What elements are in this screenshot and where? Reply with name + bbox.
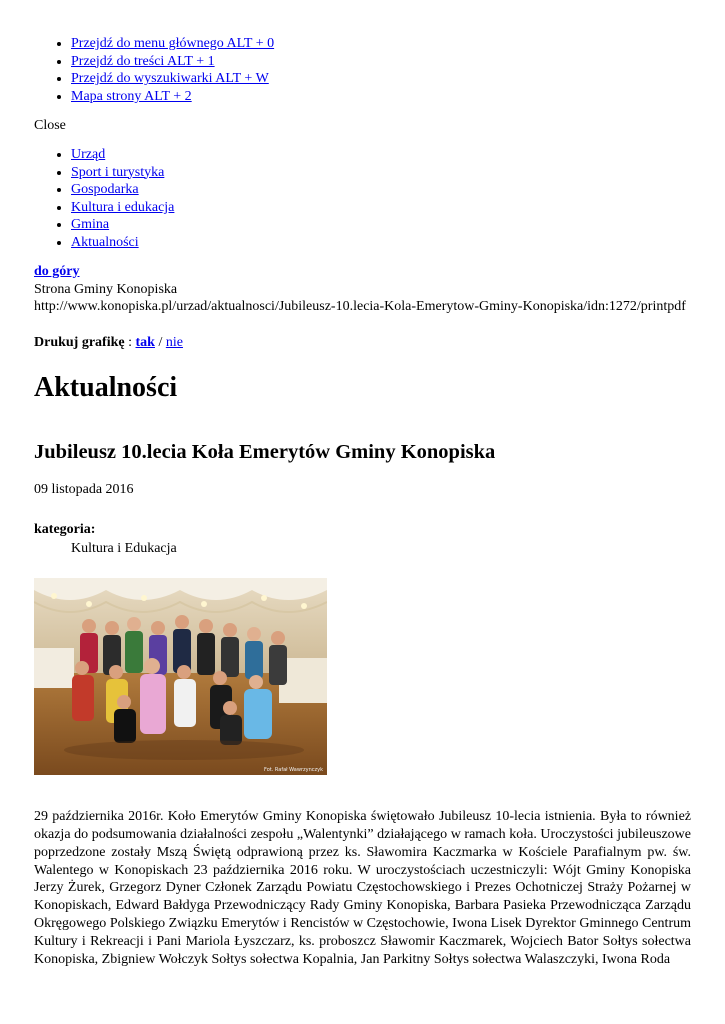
skip-to-content-link[interactable]: Przejdź do treści ALT + 1 [71, 53, 215, 69]
site-name: Strona Gminy Konopiska [34, 282, 178, 297]
nav-link-sport[interactable]: Sport i turystyka [71, 164, 165, 180]
print-graphics-yes-link[interactable]: tak [135, 335, 155, 350]
article-title: Jubileusz 10.lecia Koła Emerytów Gminy Konopiska [34, 441, 496, 463]
nav-link-urzad[interactable]: Urząd [71, 147, 106, 162]
nav-link-kultura[interactable]: Kultura i edukacja [71, 199, 175, 215]
skip-to-search-link[interactable]: Przejdź do wyszukiwarki ALT + W [71, 71, 269, 87]
category-label: kategoria: [34, 522, 96, 537]
print-separator: : [124, 335, 136, 350]
close-label[interactable]: Close [34, 118, 66, 133]
nav-link-gmina[interactable]: Gmina [71, 217, 110, 233]
nav-item [71, 181, 725, 199]
print-graphics-option [34, 334, 183, 352]
nav-item [71, 199, 725, 217]
article-date: 09 listopada 2016 [34, 482, 134, 497]
print-graphics-label: Drukuj grafikę [34, 335, 125, 350]
print-separator: / [154, 335, 166, 350]
skip-link-item [71, 35, 725, 53]
skip-link-item [71, 88, 725, 106]
nav-item [71, 234, 725, 252]
skip-to-main-menu-link[interactable]: Przejdź do menu głównego ALT + 0 [71, 36, 275, 51]
photo-credit: Fot. Rafał Wawrzynczyk [264, 767, 323, 773]
skip-link-item [71, 53, 725, 71]
article-body: 29 października 2016r. Koło Emerytów Gminy Konopiska świętowało Jubileusz 10-lecia istnienia. Była to również okazja do podsumowania działalności zespołu „Walentynki” działającego w ramach koła. Uroczystości jubileuszowe poprzedzone zostały Mszą Świętą odprawioną przez ks. Sławomira Kaczmarka w Kościele Parafialnym pw. św. Walentego w Konopiskach 23 października 2016 roku. W uroczystościach uczestniczyli: Wójt Gminy Konopiska Jerzy Żurek, Grzegorz Dyner Członek Zarządu Powiatu Częstochowskiego i Prezes Ochotniczej Straży Pożarnej w Konopiskach, Edward Bałdyga Przewodniczący Rady Gminy Konopiska, Barbara Pasieka Przewodnicząca Zarządu Okręgowego Polskiego Związku Emerytów i Rencistów w Częstochowie, Iwona Lisek Dyrektor Gminnego Centrum Kultury i Rekreacji i Pani Mariola Łyszczarz, ks. proboszcz Sławomir Kaczmarek, Wojciech Bator Sołtys sołectwa Konopiska, Zbigniew Wołczyk Sołtys sołectwa Kopalnia, Jan Parkitny Sołtys sołectwa Walaszczyki, Iwona Roda [34, 809, 691, 967]
page-url: http://www.konopiska.pl/urzad/aktualnosci/Jubileusz-10.lecia-Kola-Emerytow-Gminy-Konopiska/idn:1272/printpdf [34, 299, 686, 314]
back-to-top-link[interactable]: do góry [34, 264, 80, 279]
skip-links [34, 35, 725, 105]
nav-link-aktualnosci[interactable]: Aktualności [71, 234, 139, 250]
nav-link-gospodarka[interactable]: Gospodarka [71, 182, 139, 198]
article-photo [34, 578, 327, 775]
group-photo-illustration [34, 578, 327, 775]
print-graphics-no-link[interactable]: nie [165, 335, 183, 350]
category-value: Kultura i Edukacja [71, 541, 177, 556]
nav-item [71, 164, 725, 182]
nav-item [71, 216, 725, 234]
main-nav [34, 146, 725, 252]
nav-item [71, 146, 725, 164]
back-to-top [34, 263, 80, 281]
skip-link-item [71, 70, 725, 88]
sitemap-link[interactable]: Mapa strony ALT + 2 [71, 88, 192, 104]
section-title: Aktualności [34, 372, 178, 403]
